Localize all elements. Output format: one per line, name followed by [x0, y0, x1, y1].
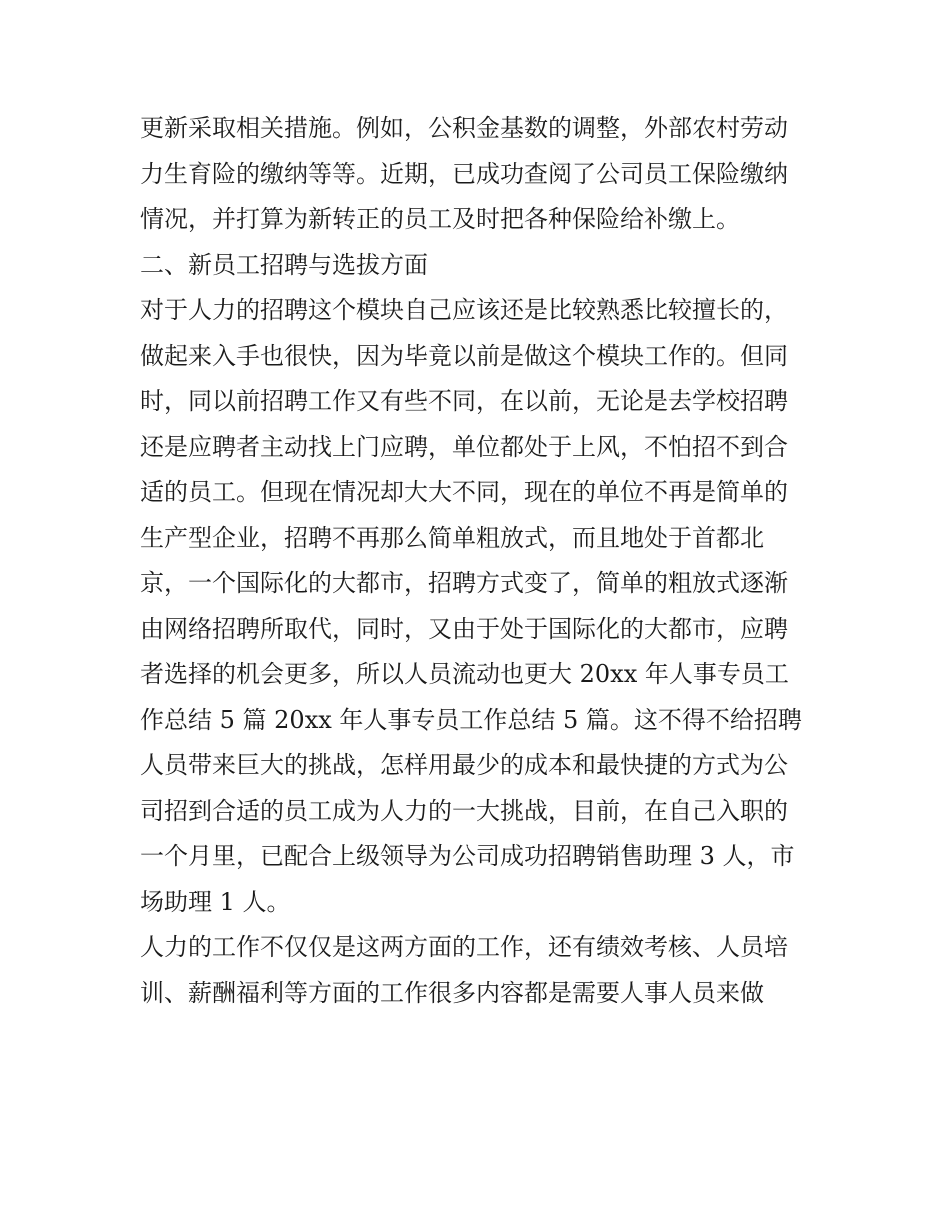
text-line: 场助理 1 人。 [140, 887, 291, 916]
text-line: 司招到合适的员工成为人力的一大挑战，目前，在自己入职的 [140, 796, 788, 825]
text-line: 情况，并打算为新转正的员工及时把各种保险给补缴上。 [140, 205, 740, 233]
section-heading: 二、新员工招聘与选拔方面 [140, 250, 428, 279]
text-line: 训、薪酬福利等方面的工作很多内容都是需要人事人员来做 [140, 978, 764, 1007]
text-line: 力生育险的缴纳等等。近期，已成功查阅了公司员工保险缴纳 [140, 159, 788, 188]
text-line: 人员带来巨大的挑战，怎样用最少的成本和最快捷的方式为公 [140, 751, 788, 779]
text-line: 京，一个国际化的大都市，招聘方式变了，简单的粗放式逐渐 [140, 569, 788, 597]
text-line: 更新采取相关措施。例如，公积金基数的调整，外部农村劳动 [140, 114, 788, 142]
text-line: 人力的工作不仅仅是这两方面的工作，还有绩效考核、人员培 [140, 933, 788, 961]
text-line: 适的员工。但现在情况却大大不同，现在的单位不再是简单的 [140, 478, 788, 506]
text-line: 一个月里，已配合上级领导为公司成功招聘销售助理 3 人，市 [140, 842, 795, 870]
text-line: 由网络招聘所取代，同时，又由于处于国际化的大都市，应聘 [140, 614, 788, 643]
text-line: 生产型企业，招聘不再那么简单粗放式，而且地处于首都北 [140, 523, 764, 552]
text-line: 对于人力的招聘这个模块自己应该还是比较熟悉比较擅长的， [140, 296, 788, 324]
text-line: 作总结 5 篇 20xx 年人事专员工作总结 5 篇。这不得不给招聘 [140, 705, 802, 734]
text-line: 者选择的机会更多，所以人员流动也更大 20xx 年人事专员工 [140, 660, 789, 688]
text-line: 做起来入手也很快，因为毕竟以前是做这个模块工作的。但同 [140, 341, 788, 370]
document-body [140, 106, 820, 1016]
text-line: 还是应聘者主动找上门应聘，单位都处于上风，不怕招不到合 [140, 432, 788, 461]
text-line: 时，同以前招聘工作又有些不同，在以前，无论是去学校招聘 [140, 387, 788, 415]
